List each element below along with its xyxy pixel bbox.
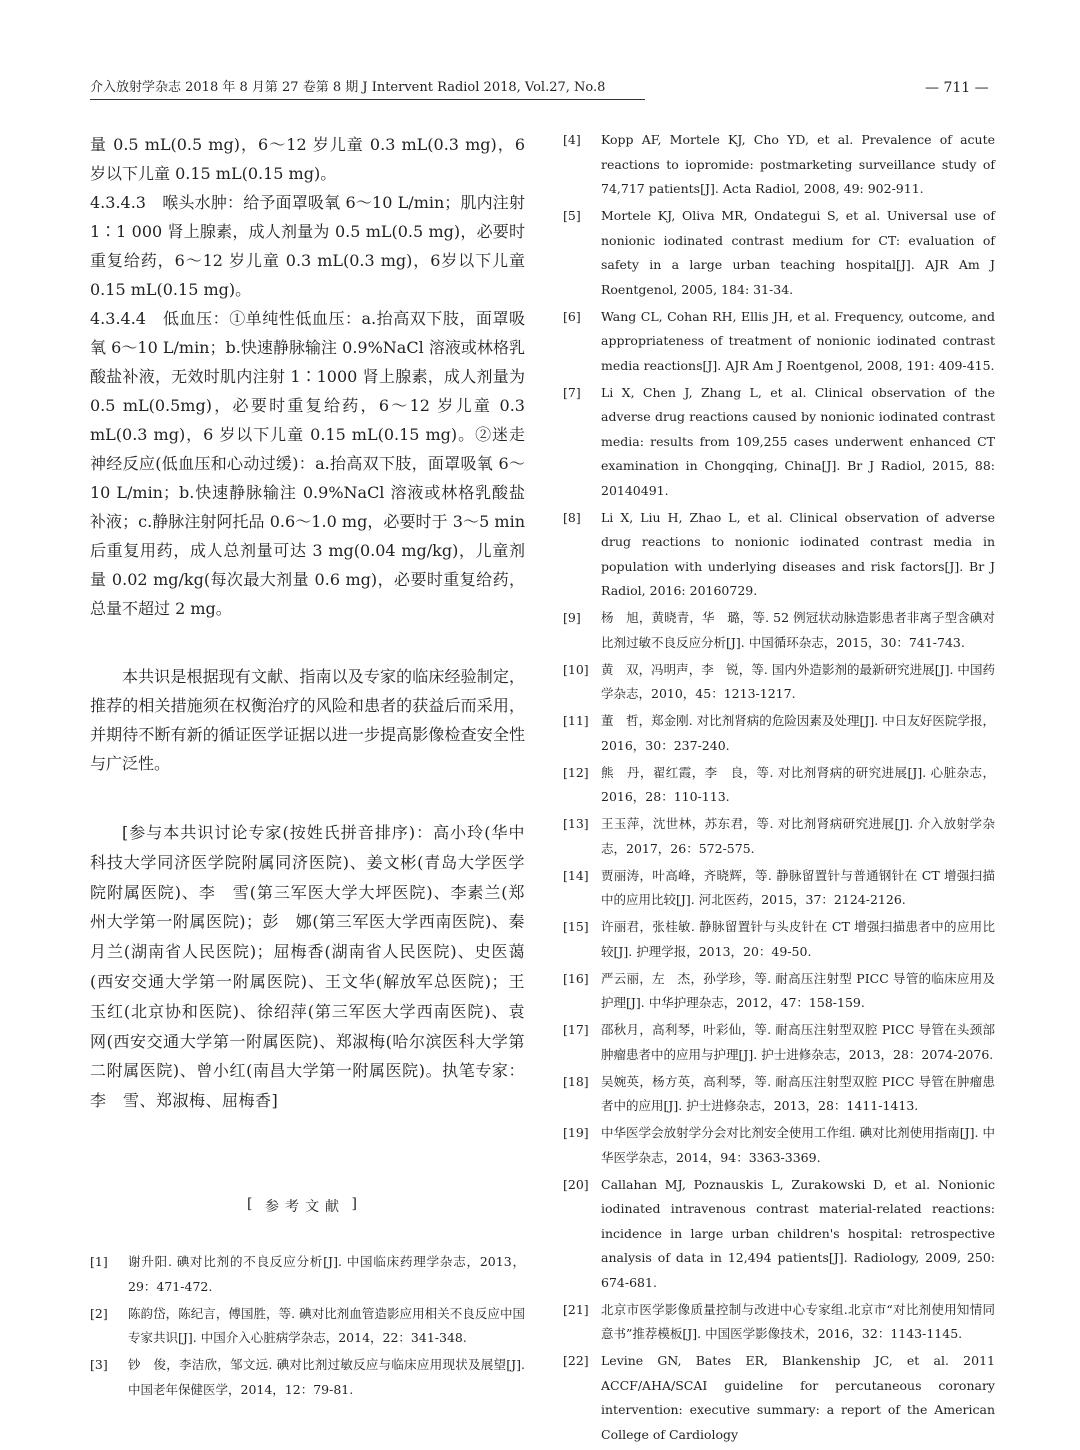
running-header — [90, 78, 645, 100]
reference-number: [17] — [563, 1022, 589, 1037]
reference-text: 北京市医学影像质量控制与改进中心专家组.北京市“对比剂使用知情同意书”推荐模板[J]. 中国医学影像技术，2016，32：1143-1145. — [601, 1301, 995, 1341]
reference-text: Kopp AF, Mortele KJ, Cho YD, et al. Prevalence of acute reactions to iopromide: postmarketing surveillance study of 74,717 patients[J]. Acta Radiol, 2008, 49: 902-911. — [601, 132, 995, 196]
reference-item — [90, 1302, 525, 1351]
reference-item — [563, 1349, 995, 1447]
references-heading: [ 参考文献 ] — [255, 1196, 355, 1216]
reference-number: [10] — [563, 661, 589, 677]
reference-number: [16] — [563, 970, 589, 986]
reference-text: Levine GN, Bates ER, Blankenship JC, et al. 2011 ACCF/AHA/SCAI guideline for percutaneous coronary intervention: executive summary: a report of the American College of Cardiology — [601, 1353, 995, 1442]
reference-item — [90, 1250, 525, 1299]
paragraph-laryngeal-edema: 4.3.4.3 喉头水肿：给予面罩吸氧 6～10 L/min；肌内注射 1∶1 000 肾上腺素，成人剂量为 0.5 mL(0.5 mg)，必要时重复给药，6～12 岁儿童 0.3 mL(0.3 mg)，6岁以下儿童 0.15 mL(0.15 mg)。 — [90, 193, 525, 299]
references-list-right — [563, 128, 995, 1450]
running-title: 介入放射学杂志 2018 年 8 月第 27 卷第 8 期 J Intervent Radiol 2018, Vol.27, No.8 — [90, 80, 606, 95]
reference-number: [3] — [90, 1357, 108, 1372]
reference-number: [15] — [563, 919, 589, 934]
reference-item — [563, 812, 995, 861]
experts-paragraph: [参与本共识讨论专家(按姓氏拼音排序)：高小玲(华中科技大学同济医学院附属同济医院)、姜文彬(青岛大学医学院附属医院)、李 雪(第三军医大学大坪医院)、李素兰(郑州大学第一附属医院)；彭 娜(第三军医大学西南医院)、秦月兰(湖南省人民医院)；屈梅香(湖南省人民医院)、史医蔼(西安交通大学第一附属医院)、王文华(解放军总医院)；王玉红(北京协和医院)、徐绍萍(第三军医大学西南医院)、袁 网(西安交通大学第一附属医院)、郑淑梅(哈尔滨医科大学第二附属医院)、曾小红(南昌大学第一附属医院)。执笔专家：李 雪、郑淑梅、屈梅香] — [90, 823, 542, 1111]
reference-number: [19] — [563, 1125, 589, 1140]
reference-item — [563, 381, 995, 504]
reference-text: Li X, Chen J, Zhang L, et al. Clinical observation of the adverse drug reactions caused by nonionic iodinated contrast media: results from 109,255 cases underwent enhanced CT examination in Chongqing, China[J]. Br J Radiol, 2015, 88: 20140491. — [601, 384, 995, 498]
reference-number: [4] — [563, 132, 581, 147]
reference-number: [8] — [563, 509, 581, 525]
reference-item — [563, 1173, 995, 1296]
main-text — [90, 130, 525, 623]
reference-text: 谢升阳. 碘对比剂的不良反应分析[J]. 中国临床药理学杂志，2013，29：471-472. — [128, 1254, 525, 1294]
reference-number: [14] — [563, 867, 589, 883]
reference-item — [563, 709, 995, 758]
reference-text: 严云丽，左 杰，孙学珍，等. 耐高压注射型 PICC 导管的临床应用及护理[J]. 中华护理杂志，2012，47：158-159. — [601, 970, 995, 1010]
reference-number: [1] — [90, 1254, 108, 1269]
paragraph-hypotension: 4.3.4.4 低血压：①单纯性低血压：a.抬高双下肢，面罩吸氧 6～10 L/min；b.快速静脉输注 0.9%NaCl 溶液或林格乳酸盐补液，无效时肌内注射 1∶1000 肾上腺素，成人剂量为 0.5 mL(0.5mg)，必要时重复给药，6～12 岁儿童 0.3 mL(0.3 mg)，6 岁以下儿童 0.15 mL(0.15 mg)。②迷走神经反应(低血压和心动过缓)：a.抬高双下肢，面罩吸氧 6～10 L/min；b.快速静脉输注 0.9%NaCl 溶液或林格乳酸盐补液；c.静脉注射阿托品 0.6～1.0 mg，必要时于 3～5 min 后重复用药，成人总剂量可达 3 mg(0.04 mg/kg)，儿童剂量 0.02 mg/kg(每次最大剂量 0.6 mg)，必要时重复给药，总量不超过 2 mg。 — [90, 309, 525, 618]
reference-item — [563, 1070, 995, 1119]
reference-item — [563, 915, 995, 964]
reference-text: 贾丽涛，叶高峰，齐晓辉，等. 静脉留置针与普通钢针在 CT 增强扫描中的应用比较[J]. 河北医药，2015，37：2124-2126. — [601, 867, 995, 907]
reference-text: 邵秋月，高利琴，叶彩仙，等. 耐高压注射型双腔 PICC 导管在头颈部肿瘤患者中的应用与护理[J]. 护士进修杂志，2013，28：2074-2076. — [601, 1022, 995, 1062]
page-number: — 711 — — [925, 80, 989, 96]
reference-item — [563, 606, 995, 655]
reference-number: [20] — [563, 1176, 589, 1192]
reference-text: Li X, Liu H, Zhao L, et al. Clinical observation of adverse drug reactions to nonionic iodinated contrast media in population with underlying diseases and risk factors[J]. Br J Radiol, 2016: 20160729. — [601, 509, 995, 598]
reference-item — [563, 1298, 995, 1347]
reference-text: 董 哲，郑金刚. 对比剂肾病的危险因素及处理[J]. 中日友好医院学报，2016，30：237-240. — [601, 713, 995, 753]
reference-item — [563, 128, 995, 202]
reference-text: 陈韵岱，陈纪言，傅国胜，等. 碘对比剂血管造影应用相关不良反应中国专家共识[J]. 中国介入心脏病学杂志，2014，22：341-348. — [128, 1305, 525, 1345]
reference-item — [563, 204, 995, 302]
reference-text: 黄 双，冯明声，李 锐，等. 国内外造影剂的最新研究进展[J]. 中国药学杂志，2010，45：1213-1217. — [601, 661, 995, 701]
references-list-left — [90, 1250, 525, 1405]
reference-number: [13] — [563, 816, 589, 831]
reference-number: [12] — [563, 764, 589, 780]
conclusion-paragraph: 本共识是根据现有文献、指南以及专家的临床经验制定，推荐的相关措施须在权衡治疗的风险和患者的获益后而采用，并期待不断有新的循证医学证据以进一步提高影像检查安全性与广泛性。 — [90, 667, 525, 773]
reference-item — [563, 967, 995, 1016]
reference-text: Mortele KJ, Oliva MR, Ondategui S, et al. Universal use of nonionic iodinated contrast medium for CT: evaluation of safety in a large urban teaching hospital[J]. AJR Am J Roentgenol, 2005, 184: 31-34. — [601, 208, 995, 297]
reference-number: [22] — [563, 1353, 589, 1368]
reference-text: 许丽君，张桂敏. 静脉留置针与头皮针在 CT 增强扫描患者中的应用比较[J]. 护理学报，2013，20：49-50. — [601, 919, 995, 959]
reference-item — [563, 864, 995, 913]
reference-number: [5] — [563, 208, 581, 223]
reference-item — [563, 761, 995, 810]
reference-item — [563, 506, 995, 604]
reference-item — [563, 1121, 995, 1170]
reference-number: [11] — [563, 713, 589, 728]
reference-item — [563, 305, 995, 379]
reference-number: [21] — [563, 1301, 589, 1317]
reference-item — [563, 658, 995, 707]
reference-number: [7] — [563, 384, 581, 400]
reference-text: 熊 丹，翟红霞，李 良，等. 对比剂肾病的研究进展[J]. 心脏杂志，2016，28：110-113. — [601, 764, 995, 804]
reference-text: 中华医学会放射学分会对比剂安全使用工作组. 碘对比剂使用指南[J]. 中华医学杂志，2014，94：3363-3369. — [601, 1125, 995, 1165]
reference-number: [2] — [90, 1305, 108, 1321]
reference-text: 吴婉英，杨方英，高利琴，等. 耐高压注射型双腔 PICC 导管在肿瘤患者中的应用[J]. 护士进修杂志，2013，28：1411-1413. — [601, 1073, 995, 1113]
reference-item — [563, 1018, 995, 1067]
paragraph-dose-continued: 量 0.5 mL(0.5 mg)，6～12 岁儿童 0.3 mL(0.3 mg)，6 岁以下儿童 0.15 mL(0.15 mg)。 — [90, 135, 525, 183]
reference-text: Wang CL, Cohan RH, Ellis JH, et al. Frequency, outcome, and appropriateness of treatment of nonionic iodinated contrast media reactions[J]. AJR Am J Roentgenol, 2008, 191: 409-415. — [601, 308, 995, 373]
reference-text: 王玉萍，沈世林，苏东君，等. 对比剂肾病研究进展[J]. 介入放射学杂志，2017，26：572-575. — [601, 816, 995, 856]
reference-text: Callahan MJ, Poznauskis L, Zurakowski D, et al. Nonionic iodinated intravenous contrast material-related reactions: incidence in large urban children's hospital: retrospective analysis of data in 12,494 patients[J]. Radiology, 2009, 250: 674-681. — [601, 1176, 995, 1290]
reference-text: 杨 旭，黄晓青，华 璐，等. 52 例冠状动脉造影患者非离子型含碘对比剂过敏不良反应分析[J]. 中国循环杂志，2015，30：741-743. — [601, 610, 995, 650]
conclusion-section — [90, 662, 525, 778]
reference-number: [18] — [563, 1073, 589, 1089]
reference-number: [6] — [563, 308, 581, 324]
reference-item — [90, 1353, 525, 1402]
reference-number: [9] — [563, 610, 581, 625]
experts-section — [90, 818, 542, 1116]
reference-text: 钞 俊，李洁欣，邹文远. 碘对比剂过敏反应与临床应用现状及展望[J]. 中国老年保健医学，2014，12：79-81. — [128, 1357, 525, 1397]
